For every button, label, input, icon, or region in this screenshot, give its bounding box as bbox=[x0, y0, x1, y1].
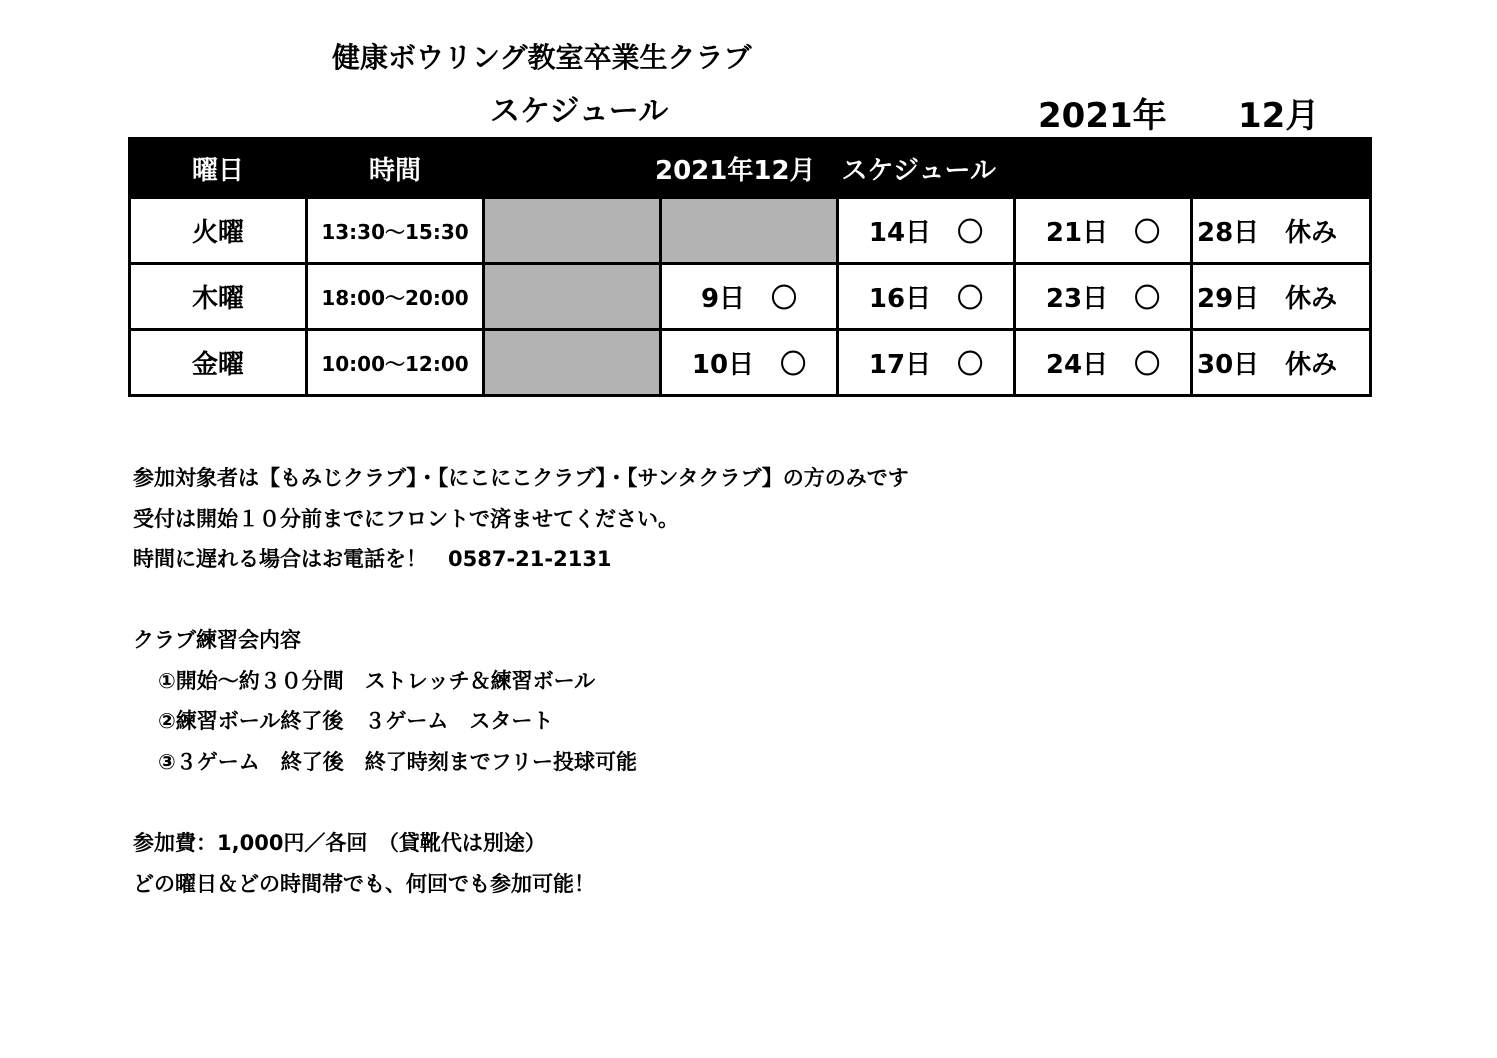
date-cell: 28日 休み bbox=[1192, 198, 1371, 264]
reception-note: 受付は開始１０分前までにフロントで済ませてください。 bbox=[133, 507, 679, 531]
date-cell: 16日 〇 bbox=[838, 264, 1015, 330]
empty-cell bbox=[661, 198, 838, 264]
date-cell: 10日 〇 bbox=[661, 330, 838, 396]
empty-cell bbox=[484, 264, 661, 330]
header-banner bbox=[484, 139, 1371, 198]
table-row bbox=[130, 330, 1371, 396]
content-item-3: ③３ゲーム 終了後 終了時刻までフリー投球可能 bbox=[158, 750, 637, 774]
eligibility-note: 参加対象者は【もみじクラブ】・【にこにこクラブ】・【サンタクラブ】の方のみです bbox=[133, 466, 909, 490]
late-contact-note: 時間に遅れる場合はお電話を！ 0587-21-2131 bbox=[133, 547, 612, 571]
content-heading: クラブ練習会内容 bbox=[133, 628, 301, 652]
header-day: 曜日 bbox=[130, 139, 307, 198]
date-cell: 17日 〇 bbox=[838, 330, 1015, 396]
year-label: 2021年 bbox=[1038, 96, 1167, 136]
header-time: 時間 bbox=[307, 139, 484, 198]
table-row bbox=[130, 264, 1371, 330]
header-banner-text: 2021年12月 スケジュール bbox=[655, 155, 996, 186]
club-title: 健康ボウリング教室卒業生クラブ bbox=[332, 41, 752, 74]
anytime-note: どの曜日＆どの時間帯でも、何回でも参加可能！ bbox=[133, 872, 595, 896]
date-cell: 21日 〇 bbox=[1015, 198, 1192, 264]
date-cell: 24日 〇 bbox=[1015, 330, 1192, 396]
date-cell: 14日 〇 bbox=[838, 198, 1015, 264]
table-row bbox=[130, 198, 1371, 264]
time-cell: 13:30～15:30 bbox=[307, 198, 484, 264]
fee-note: 参加費：1,000円／各回 （貸靴代は別途） bbox=[133, 831, 546, 855]
date-cell: 9日 〇 bbox=[661, 264, 838, 330]
schedule-table bbox=[128, 137, 1372, 397]
empty-cell bbox=[484, 330, 661, 396]
day-cell: 火曜 bbox=[130, 198, 307, 264]
day-cell: 金曜 bbox=[130, 330, 307, 396]
table-header-row bbox=[130, 139, 1371, 198]
empty-cell bbox=[484, 198, 661, 264]
time-cell: 18:00～20:00 bbox=[307, 264, 484, 330]
date-cell: 29日 休み bbox=[1192, 264, 1371, 330]
content-item-2: ②練習ボール終了後 ３ゲーム スタート bbox=[158, 709, 554, 733]
date-cell: 23日 〇 bbox=[1015, 264, 1192, 330]
day-cell: 木曜 bbox=[130, 264, 307, 330]
month-label: 12月 bbox=[1238, 96, 1320, 136]
schedule-title: スケジュール bbox=[490, 94, 669, 129]
content-item-1: ①開始～約３０分間 ストレッチ＆練習ボール bbox=[158, 669, 596, 693]
time-cell: 10:00～12:00 bbox=[307, 330, 484, 396]
date-cell: 30日 休み bbox=[1192, 330, 1371, 396]
